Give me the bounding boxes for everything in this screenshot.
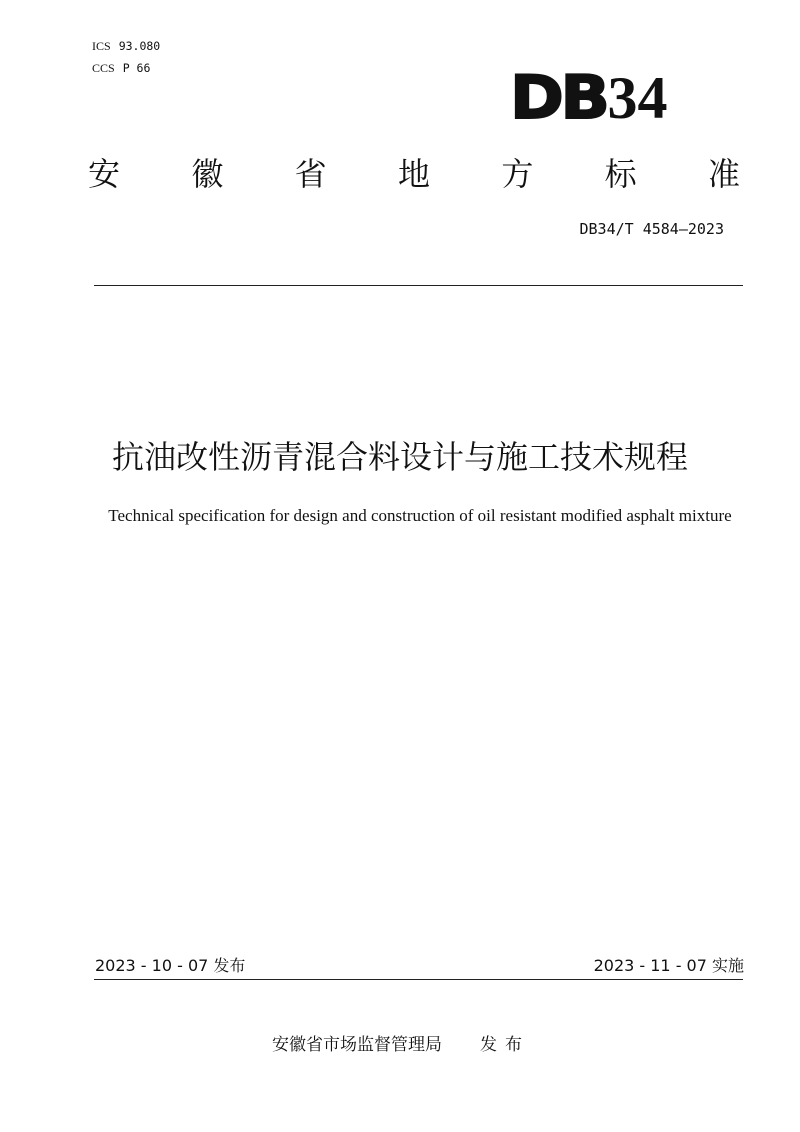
issuer-action: 发布 (480, 1035, 530, 1055)
ccs-label: CCS (92, 61, 115, 75)
standard-type-char: 徽 (191, 155, 224, 193)
logo-number: 34 (607, 65, 668, 131)
standard-type-char: 安 (88, 155, 121, 193)
logo-letters: DB (510, 63, 607, 133)
standard-type-char: 地 (397, 155, 430, 193)
db34-logo (510, 63, 692, 133)
standard-type-char: 准 (707, 155, 740, 193)
standard-type-char: 标 (604, 155, 637, 193)
ics-classification (92, 39, 160, 53)
ccs-code: P 66 (122, 61, 151, 75)
implementation-date: 2023 - 11 - 07 实施 (593, 956, 744, 975)
issue-date: 2023 - 10 - 07 发布 (95, 956, 246, 975)
issuer-name: 安徽省市场监督管理局 (272, 1035, 442, 1055)
title-chinese: 抗油改性沥青混合料设计与施工技术规程 (111, 438, 688, 476)
top-divider (94, 285, 743, 286)
standard-type-heading (88, 154, 740, 194)
standard-type-char: 省 (294, 155, 327, 193)
standard-number: DB34/T 4584—2023 (579, 220, 724, 238)
issuer-line (272, 1034, 530, 1056)
bottom-divider (94, 979, 743, 980)
ics-label: ICS (92, 39, 111, 53)
ccs-classification (92, 61, 150, 75)
standard-type-char: 方 (501, 155, 534, 193)
title-english: Technical specification for design and construction of oil resistant modified asphalt mixture (108, 506, 732, 525)
ics-code: 93.080 (118, 39, 161, 53)
